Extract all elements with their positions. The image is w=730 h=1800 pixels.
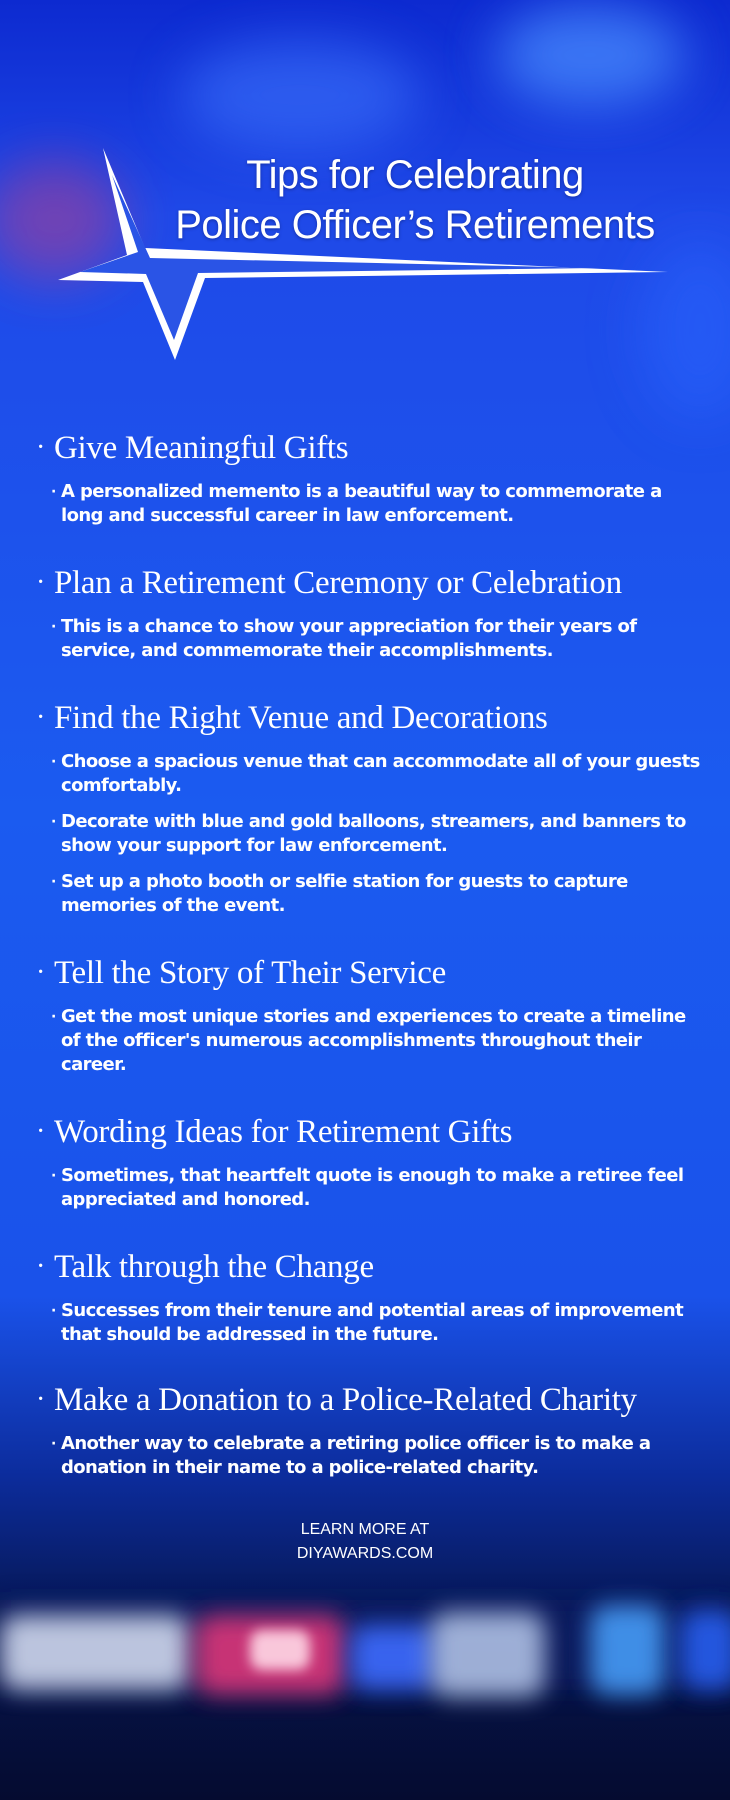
tip-heading-text: Make a Donation to a Police-Related Charity xyxy=(54,1382,637,1418)
footer-line-1: LEARN MORE AT xyxy=(300,1521,430,1538)
tip-item-text: Another way to celebrate a retiring police officer is to make a donation in their name to a police-related charity. xyxy=(61,1433,651,1478)
tip-section xyxy=(36,1243,700,1347)
tip-heading xyxy=(36,1243,700,1291)
bullet-icon: · xyxy=(51,1009,56,1025)
tip-item-text: Set up a photo booth or selfie station for guests to capture memories of the event. xyxy=(61,871,628,916)
tip-heading-text: Give Meaningful Gifts xyxy=(54,430,349,466)
bullet-icon: · xyxy=(51,484,56,500)
tip-item-text: Decorate with blue and gold balloons, streamers, and banners to show your support for law enforcement. xyxy=(61,811,686,856)
page-title xyxy=(140,150,690,250)
footer-link[interactable]: DIYAWARDS.COM xyxy=(296,1545,434,1562)
title-line-2: Police Officer’s Retirements xyxy=(175,203,655,247)
tip-heading-text: Tell the Story of Their Service xyxy=(54,955,446,991)
bullet-icon: · xyxy=(36,957,46,988)
tip-heading-text: Plan a Retirement Ceremony or Celebration xyxy=(54,565,622,601)
tip-item xyxy=(36,1432,700,1480)
tip-item xyxy=(36,750,700,798)
tip-heading xyxy=(36,424,700,472)
bullet-icon: · xyxy=(36,1251,46,1282)
tip-item xyxy=(36,870,700,918)
tip-section xyxy=(36,1108,700,1212)
bullet-icon: · xyxy=(36,702,46,733)
tip-heading-text: Find the Right Venue and Decorations xyxy=(54,700,548,736)
tip-item xyxy=(36,810,700,858)
tip-section xyxy=(36,559,700,663)
tip-item-text: Successes from their tenure and potential areas of improvement that should be addressed in the future. xyxy=(61,1300,684,1345)
tips-list xyxy=(36,424,700,1480)
bullet-icon: · xyxy=(51,1303,56,1319)
tip-section xyxy=(36,694,700,918)
tip-item-text: Choose a spacious venue that can accommodate all of your guests comfortably. xyxy=(61,751,700,796)
tip-heading xyxy=(36,694,700,742)
tip-heading-text: Wording Ideas for Retirement Gifts xyxy=(54,1114,513,1150)
bullet-icon: · xyxy=(51,1168,56,1184)
bullet-icon: · xyxy=(36,1384,46,1415)
tip-item xyxy=(36,1299,700,1347)
tip-item xyxy=(36,615,700,663)
tip-heading xyxy=(36,1108,700,1156)
tip-heading xyxy=(36,949,700,997)
bullet-icon: · xyxy=(51,754,56,770)
tip-item-text: Sometimes, that heartfelt quote is enough to make a retiree feel appreciated and honored. xyxy=(61,1165,684,1210)
bullet-icon: · xyxy=(51,1436,56,1452)
tip-heading xyxy=(36,1376,700,1424)
bullet-icon: · xyxy=(51,619,56,635)
footer-cta xyxy=(0,1518,730,1566)
bullet-icon: · xyxy=(51,874,56,890)
tip-item-text: A personalized memento is a beautiful way to commemorate a long and successful career in law enforcement. xyxy=(61,481,662,526)
bullet-icon: · xyxy=(51,814,56,830)
bullet-icon: · xyxy=(36,432,46,463)
tip-section xyxy=(36,424,700,528)
tip-heading-text: Talk through the Change xyxy=(54,1249,374,1285)
title-line-1: Tips for Celebrating xyxy=(246,153,584,197)
bullet-icon: · xyxy=(36,567,46,598)
tip-item xyxy=(36,1164,700,1212)
tip-item xyxy=(36,1005,700,1077)
tip-item-text: This is a chance to show your appreciation for their years of service, and commemorate their accomplishments. xyxy=(61,616,637,661)
tip-item xyxy=(36,480,700,528)
bullet-icon: · xyxy=(36,1116,46,1147)
tip-section xyxy=(36,1376,700,1480)
tip-section xyxy=(36,949,700,1077)
tip-item-text: Get the most unique stories and experiences to create a timeline of the officer's numerous accomplishments throughout their career. xyxy=(61,1006,686,1075)
tip-heading xyxy=(36,559,700,607)
